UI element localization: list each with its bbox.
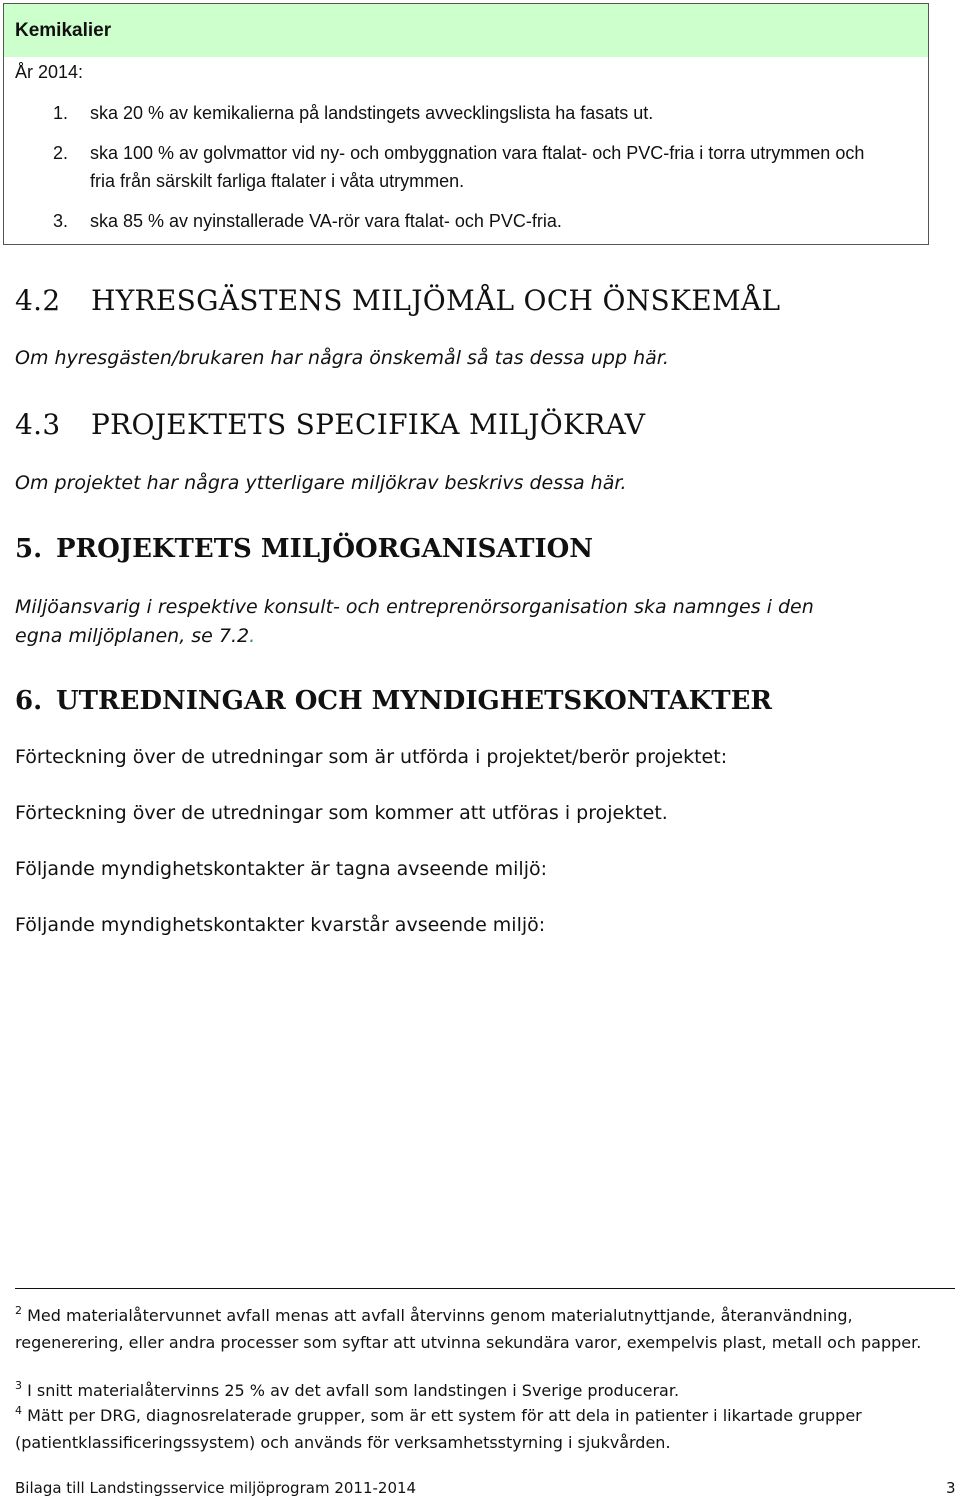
section-title: PROJEKTETS SPECIFIKA MILJÖKRAV (91, 408, 646, 441)
list-item (53, 207, 913, 235)
list-item-number: 2. (53, 143, 69, 163)
list-item-text: ska 20 % av kemikalierna på landstingets avvecklingslista ha fasats ut. (90, 103, 654, 123)
section-5-body: Miljöansvarig i respektive konsult- och entreprenörsorganisation ska namnges i den egna miljöplanen, se 7.2 (15, 596, 814, 647)
page-number: 3 (946, 1479, 956, 1497)
chemicals-box-title: Kemikalier (15, 20, 112, 41)
footnote-mark: 2 (15, 1304, 22, 1317)
footnote (15, 1403, 925, 1455)
section-heading-6 (15, 686, 915, 722)
footnote (15, 1303, 925, 1355)
section-title: PROJEKTETS MILJÖORGANISATION (56, 534, 594, 564)
list-item-text: ska 85 % av nyinstallerade VA-rör vara ftalat- och PVC-fria. (90, 211, 562, 231)
section-heading-4-3 (15, 408, 915, 444)
section-title: HYRESGÄSTENS MILJÖMÅL OCH ÖNSKEMÅL (91, 284, 781, 317)
section-number: 6. (15, 686, 43, 716)
paragraph: Följande myndighetskontakter kvarstår avseende miljö: (15, 914, 546, 936)
section-number: 5. (15, 534, 43, 564)
section-number: 4.3 (15, 408, 61, 441)
footnote-mark: 4 (15, 1404, 22, 1417)
section-heading-5 (15, 534, 915, 570)
section-title: UTREDNINGAR OCH MYNDIGHETSKONTAKTER (56, 686, 772, 716)
list-item (53, 139, 913, 195)
section-number: 4.2 (15, 284, 61, 317)
chemicals-box-header (4, 4, 928, 57)
page-footer-title: Bilaga till Landstingsservice miljöprogram 2011-2014 (15, 1479, 417, 1497)
section-heading-4-2 (15, 284, 915, 320)
footnote-text: I snitt materialåtervinns 25 % av det avfall som landstingen i Sverige producerar. (27, 1381, 680, 1400)
footnote-text: Med materialåtervunnet avfall menas att avfall återvinns genom materialutnyttjande, återanvändning, regenerering, eller andra processer som syftar att utvinna sekundära varor, exempelvis plast, metall och papper. (15, 1306, 922, 1352)
footnote (15, 1378, 925, 1405)
paragraph: Förteckning över de utredningar som kommer att utföras i projektet. (15, 802, 668, 824)
list-item-number: 3. (53, 211, 69, 231)
section-5-text (15, 593, 865, 651)
footnote-mark: 3 (15, 1379, 22, 1392)
footnote-text: Mätt per DRG, diagnosrelaterade grupper, som är ett system för att dela in patienter i likartade grupper (patientklassificeringssystem) och används för verksamhetsstyrning i sjukvården. (15, 1406, 862, 1452)
paragraph: Följande myndighetskontakter är tagna avseende miljö: (15, 858, 547, 880)
list-item (53, 99, 913, 127)
list-item-text: ska 100 % av golvmattor vid ny- och ombyggnation vara ftalat- och PVC-fria i torra utrymmen och fria från särskilt farliga ftalater i våta utrymmen. (90, 143, 865, 191)
paragraph: Förteckning över de utredningar som är utförda i projektet/berör projektet: (15, 746, 728, 768)
list-item-number: 1. (53, 103, 69, 123)
section-4-3-text: Om projektet har några ytterligare miljökrav beskrivs dessa här. (15, 472, 627, 494)
year-label: År 2014: (15, 62, 84, 82)
section-4-2-text: Om hyresgästen/brukaren har några önskemål så tas dessa upp här. (15, 347, 669, 369)
footnote-separator (15, 1288, 955, 1289)
section-5-end: . (249, 625, 256, 647)
